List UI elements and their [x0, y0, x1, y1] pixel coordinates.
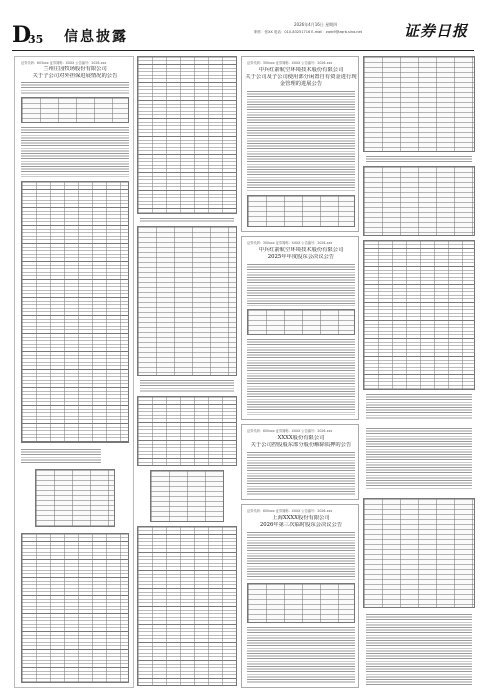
section-title: 信息披露 — [64, 29, 128, 45]
page-letter: D — [12, 22, 32, 48]
data-table — [363, 498, 475, 608]
announcement-company: 中兵红箭航空环境技术股份有限公司 — [258, 247, 344, 253]
announcement-code: 证券代码：603xxx 证券简称：XXXX 公告编号：2026-xxx — [21, 61, 107, 65]
masthead — [12, 20, 474, 48]
newspaper-logo: 证券日报 — [404, 22, 469, 40]
announcement-title: 关于公司控股股东部分股份解除质押的公告 — [250, 442, 352, 448]
data-table — [363, 240, 475, 390]
announcement-block-1 — [14, 56, 134, 688]
body-text — [247, 532, 355, 580]
data-table — [137, 396, 237, 466]
announcement-company: 中兵红箭航空环境技术股份有限公司 — [258, 67, 344, 73]
body-text — [140, 380, 234, 392]
body-text — [366, 428, 472, 490]
announcement-title: 2025年年度股东会决议公告 — [267, 254, 335, 260]
guarantee-table — [21, 181, 129, 443]
body-text — [21, 82, 129, 94]
body-text — [247, 627, 355, 683]
announcement-company: 兰州庄园牧场股份有限公司 — [43, 66, 107, 72]
page-number: 35 — [28, 33, 44, 46]
data-table — [247, 583, 355, 623]
data-table — [21, 97, 129, 123]
announcement-code: 证券代码：600xxx 证券简称：XXXX 公告编号：2026-xxx — [247, 509, 333, 513]
body-text — [247, 452, 355, 496]
announcement-block-3 — [241, 236, 359, 420]
body-text — [21, 449, 101, 463]
data-table — [137, 526, 237, 686]
announcement-company: XXXX股份有限公司 — [277, 435, 325, 441]
announcement-block-5 — [241, 504, 359, 688]
announcement-code: 证券代码：600xxx 证券简称：XXXX 公告编号：2026-xxx — [247, 429, 333, 433]
data-table — [150, 470, 224, 522]
data-table — [363, 166, 475, 236]
table-caption — [140, 218, 234, 222]
announcement-title: 关于公司及子公司使用部分闲置自有资金进行现金管理的进展公告 — [245, 74, 357, 87]
data-table — [247, 309, 355, 335]
announcement-block-2 — [241, 56, 359, 232]
announcement-block-4 — [241, 424, 359, 500]
data-table — [137, 226, 237, 376]
data-table — [247, 195, 355, 227]
body-text — [247, 339, 355, 415]
body-text — [366, 394, 472, 420]
announcement-company: 上海XXXX股份有限公司 — [272, 515, 330, 521]
announcement-title: 2026年第三次临时股东会决议公告 — [259, 522, 343, 528]
body-text — [247, 91, 355, 191]
data-table — [35, 469, 115, 527]
dateline: 2026年4月16日 星期四 — [294, 22, 338, 27]
contact-line: 制作：张XX 电话：010-83251716 E-mail：zqrb9@zqrb.sina.net — [254, 30, 363, 34]
data-table — [21, 533, 129, 683]
data-table — [363, 56, 475, 152]
announcement-code: 证券代码：300xxx 证券简称：XXXX 公告编号：2026-xxx — [247, 61, 333, 65]
announcement-title: 关于子公司对外担保进展情况的公告 — [32, 73, 118, 79]
body-text — [366, 614, 472, 686]
body-text — [247, 264, 355, 306]
body-text — [366, 156, 472, 162]
masthead-rule — [12, 50, 474, 51]
body-text — [21, 127, 129, 177]
data-table — [137, 56, 237, 214]
announcement-code: 证券代码：300xxx 证券简称：XXXX 公告编号：2026-xxx — [247, 241, 333, 245]
